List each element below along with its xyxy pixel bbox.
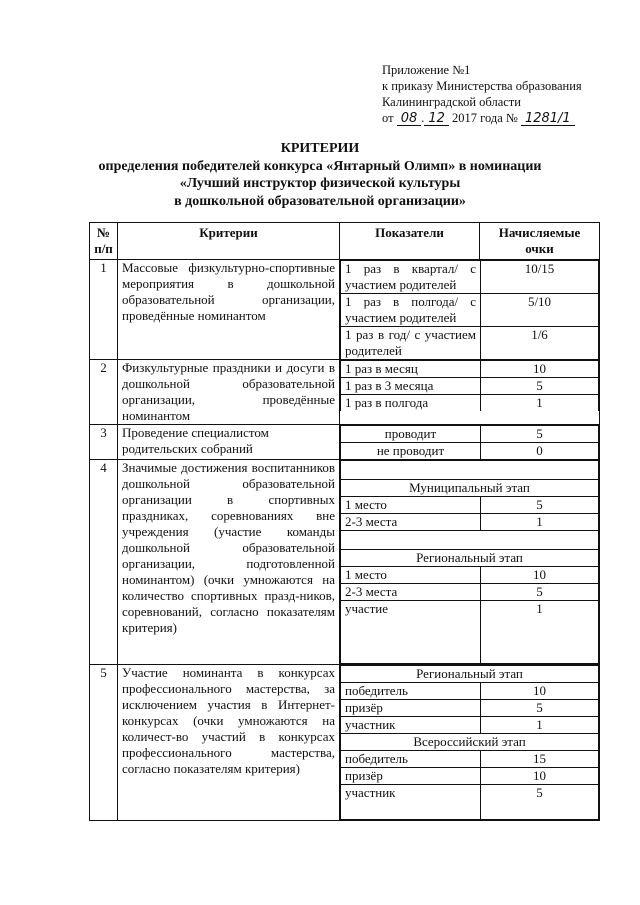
indicator-score: 5 — [481, 426, 599, 443]
row-number: 1 — [90, 260, 118, 360]
appendix-date-line: от 08 . 12 2017 года № 1281/1 — [382, 110, 582, 126]
appendix-block — [382, 62, 582, 126]
row-number: 4 — [90, 460, 118, 665]
date-month: 12 — [424, 112, 449, 126]
indicator-row — [341, 785, 599, 820]
row-number: 5 — [90, 665, 118, 821]
indicator-text: призёр — [341, 768, 481, 785]
indicator-score: 5 — [481, 378, 599, 395]
indicator-text: победитель — [341, 683, 481, 700]
row-indicators — [340, 425, 600, 460]
indicator-row — [341, 395, 599, 412]
indicator-text: 1 место — [341, 497, 481, 514]
indicator-text: 1 раз в 3 месяца — [341, 378, 481, 395]
indicator-score: 15 — [481, 751, 599, 768]
indicator-text: 1 раз в полгода/ с участием родителей — [341, 294, 481, 327]
indicator-text: участие — [341, 601, 481, 664]
heading-title: КРИТЕРИИ — [280, 141, 360, 156]
appendix-line1: Приложение №1 — [382, 63, 471, 77]
stage-label: Региональный этап — [341, 550, 599, 567]
header-num: № п/п — [90, 223, 118, 260]
stage-row — [341, 480, 599, 497]
table-row — [90, 260, 600, 360]
indicator-text: 1 раз в квартал/ с участием родителей — [341, 261, 481, 294]
indicator-row — [341, 751, 599, 768]
indicator-score: 0 — [481, 443, 599, 460]
header-indicators: Показатели — [340, 223, 480, 260]
row-indicators — [340, 360, 600, 425]
indicator-text: 1 раз в полгода — [341, 395, 481, 412]
row-number: 2 — [90, 360, 118, 425]
indicator-score: 5 — [481, 785, 599, 820]
indicator-row — [341, 426, 599, 443]
indicator-text: 1 раз в месяц — [341, 361, 481, 378]
table-row — [90, 665, 600, 821]
indicator-list — [340, 665, 599, 820]
stage-row — [341, 734, 599, 751]
order-number: 1281/1 — [521, 112, 575, 126]
row-criterion: Массовые физкультурно-спортивные мероприятия в дошкольной образовательной организации, проведённые номинантом — [118, 260, 340, 360]
heading-line2: «Лучший инструктор физической культуры — [179, 176, 461, 191]
indicator-text: 2-3 места — [341, 514, 481, 531]
row-number: 3 — [90, 425, 118, 460]
indicator-list — [340, 425, 599, 459]
indicator-text: не проводит — [341, 443, 481, 460]
indicator-text: победитель — [341, 751, 481, 768]
indicator-row — [341, 378, 599, 395]
indicator-row — [341, 261, 599, 294]
indicator-score: 1/6 — [481, 327, 599, 360]
indicator-row — [341, 361, 599, 378]
header-points: Начисляемые очки — [480, 223, 600, 260]
indicator-score: 10 — [481, 361, 599, 378]
row-indicators — [340, 460, 600, 665]
indicator-list — [340, 260, 599, 359]
table-row — [90, 460, 600, 665]
stage-label: Всероссийский этап — [341, 734, 599, 751]
indicator-score: 1 — [481, 395, 599, 412]
indicator-text: призёр — [341, 700, 481, 717]
indicator-score: 1 — [481, 601, 599, 664]
indicator-score: 5/10 — [481, 294, 599, 327]
indicator-row — [341, 683, 599, 700]
indicator-score: 10/15 — [481, 261, 599, 294]
indicator-row — [341, 700, 599, 717]
criteria-table — [89, 222, 600, 821]
stage-label: Муниципальный этап — [341, 480, 599, 497]
indicator-text: участник — [341, 717, 481, 734]
stage-row — [341, 666, 599, 683]
indicator-score: 5 — [481, 700, 599, 717]
indicator-row — [341, 443, 599, 460]
indicator-score: 1 — [481, 514, 599, 531]
indicator-score: 1 — [481, 717, 599, 734]
indicator-text: 2-3 места — [341, 584, 481, 601]
indicator-text: участник — [341, 785, 481, 820]
indicator-row — [341, 514, 599, 531]
date-prefix: от — [382, 111, 394, 125]
row-criterion: Значимые достижения воспитанников дошкольной образовательной организации в спортивных праздниках, соревнованиях вне учреждения (участие команды дошкольной образовательной организации, подготовленной номинантом) (очки умножаются на количество спортивных празд-ников, соревнований, согласно показателям критерия) — [118, 460, 340, 665]
appendix-line2: к приказу Министерства образования — [382, 79, 582, 93]
indicator-row — [341, 768, 599, 785]
indicator-row — [341, 567, 599, 584]
row-criterion: Проведение специалистом родительских собраний — [118, 425, 340, 460]
row-criterion: Физкультурные праздники и досуги в дошкольной образовательной организации, проведённые номинантом — [118, 360, 340, 425]
indicator-score: 10 — [481, 768, 599, 785]
appendix-line3: Калининградской области — [382, 95, 521, 109]
document-heading — [60, 140, 580, 210]
table-header-row — [90, 223, 600, 260]
indicator-list — [340, 460, 599, 664]
stage-label: Региональный этап — [341, 666, 599, 683]
heading-line3: в дошкольной образовательной организации» — [174, 193, 466, 209]
indicator-row — [341, 717, 599, 734]
header-criteria: Критерии — [118, 223, 340, 260]
row-criterion: Участие номинанта в конкурсах профессионального мастерства, за исключением участия в Интернет-конкурсах (очки умножаются на количест-во участий в конкурсах профессионального мастерства, согласно показателям критерия) — [118, 665, 340, 821]
indicator-score: 10 — [481, 683, 599, 700]
table-row — [90, 360, 600, 425]
stage-row — [341, 550, 599, 567]
indicator-row — [341, 327, 599, 360]
heading-line1: определения победителей конкурса «Янтарный Олимп» в номинации — [98, 158, 542, 174]
indicator-score: 5 — [481, 584, 599, 601]
indicator-text: проводит — [341, 426, 481, 443]
indicator-row — [341, 601, 599, 664]
indicator-list — [340, 360, 599, 411]
indicator-text: 1 раз в год/ с участием родителей — [341, 327, 481, 360]
indicator-score: 5 — [481, 497, 599, 514]
indicator-text: 1 место — [341, 567, 481, 584]
table-row — [90, 425, 600, 460]
indicator-row — [341, 294, 599, 327]
indicator-score: 10 — [481, 567, 599, 584]
indicator-row — [341, 584, 599, 601]
row-indicators — [340, 260, 600, 360]
date-year: 2017 года № — [452, 111, 518, 125]
indicator-row — [341, 497, 599, 514]
row-indicators — [340, 665, 600, 821]
date-day: 08 — [397, 112, 422, 126]
